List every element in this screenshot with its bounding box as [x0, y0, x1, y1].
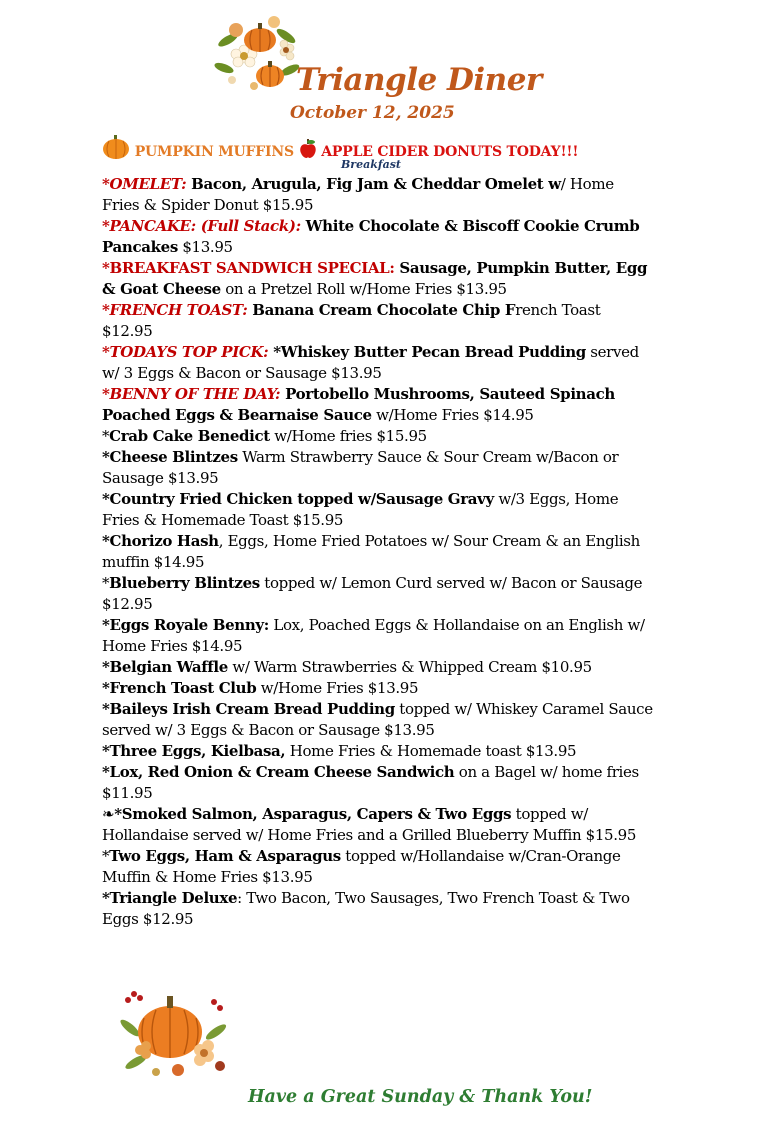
menu-item: *Eggs Royale Benny: Lox, Poached Eggs & Hollandaise on an English w/ Home Fries $14.95: [102, 616, 645, 655]
menu-item: *Crab Cake Benedict w/Home fries $15.95: [102, 427, 427, 445]
apple-cider-text: APPLE CIDER DONUTS TODAY!!!: [321, 144, 579, 160]
menu-item: *Blueberry Blintzes topped w/ Lemon Curd served w/ Bacon or Sausage $12.95: [102, 574, 643, 613]
pumpkin-flowers-icon: [116, 988, 234, 1080]
menu-item: ❧*Smoked Salmon, Asparagus, Capers & Two Eggs topped w/ Hollandaise served w/ Home Fries and a Grilled Blueberry Muffin $15.95: [102, 805, 637, 844]
pumpkin-bouquet-icon: [214, 10, 300, 98]
menu-item: *BREAKFAST SANDWICH SPECIAL: Sausage, Pumpkin Butter, Egg & Goat Cheese on a Pretzel Roll w/Home Fries $13.95: [102, 259, 648, 298]
daily-banner: [102, 135, 578, 160]
pumpkin-muffins-text: PUMPKIN MUFFINS: [134, 144, 294, 160]
menu-item: *Two Eggs, Ham & Asparagus topped w/Hollandaise w/Cran-Orange Muffin & Home Fries $13.95: [102, 847, 621, 886]
menu-item: *Triangle Deluxe: Two Bacon, Two Sausages, Two French Toast & Two Eggs $12.95: [102, 889, 630, 928]
menu-item: *FRENCH TOAST: Banana Cream Chocolate Chip French Toast $12.95: [102, 301, 601, 340]
menu-item: *PANCAKE: (Full Stack): White Chocolate & Biscoff Cookie Crumb Pancakes $13.95: [102, 217, 640, 256]
restaurant-title: Triangle Diner: [296, 62, 542, 98]
closing-message: Have a Great Sunday & Thank You!: [248, 1087, 593, 1107]
menu-item: *OMELET: Bacon, Arugula, Fig Jam & Cheddar Omelet w/ Home Fries & Spider Donut $15.95: [102, 175, 614, 214]
section-title-breakfast: Breakfast: [341, 158, 401, 171]
menu-item: *BENNY OF THE DAY: Portobello Mushrooms, Sauteed Spinach Poached Eggs & Bearnaise Sauce w/Home Fries $14.95: [102, 385, 615, 424]
menu-item: *Baileys Irish Cream Bread Pudding topped w/ Whiskey Caramel Sauce served w/ 3 Eggs & Bacon or Sausage $13.95: [102, 700, 653, 739]
menu-item: *Lox, Red Onion & Cream Cheese Sandwich on a Bagel w/ home fries $11.95: [102, 763, 639, 802]
breakfast-menu: [102, 174, 654, 930]
menu-item: *French Toast Club w/Home Fries $13.95: [102, 679, 419, 697]
menu-item: *Three Eggs, Kielbasa, Home Fries & Homemade toast $13.95: [102, 742, 577, 760]
menu-item: *Cheese Blintzes Warm Strawberry Sauce & Sour Cream w/Bacon or Sausage $13.95: [102, 448, 619, 487]
menu-date: October 12, 2025: [290, 103, 455, 123]
menu-item: *Country Fried Chicken topped w/Sausage Gravy w/3 Eggs, Home Fries & Homemade Toast $15.95: [102, 490, 619, 529]
menu-item: *Chorizo Hash, Eggs, Home Fried Potatoes w/ Sour Cream & an English muffin $14.95: [102, 532, 640, 571]
menu-item: *Belgian Waffle w/ Warm Strawberries & Whipped Cream $10.95: [102, 658, 592, 676]
pumpkin-icon: [102, 135, 130, 159]
leaf-bullet-icon: ❧: [102, 805, 115, 823]
apple-icon: [299, 139, 317, 159]
menu-item: *TODAYS TOP PICK: *Whiskey Butter Pecan Bread Pudding served w/ 3 Eggs & Bacon or Sausage $13.95: [102, 343, 639, 382]
